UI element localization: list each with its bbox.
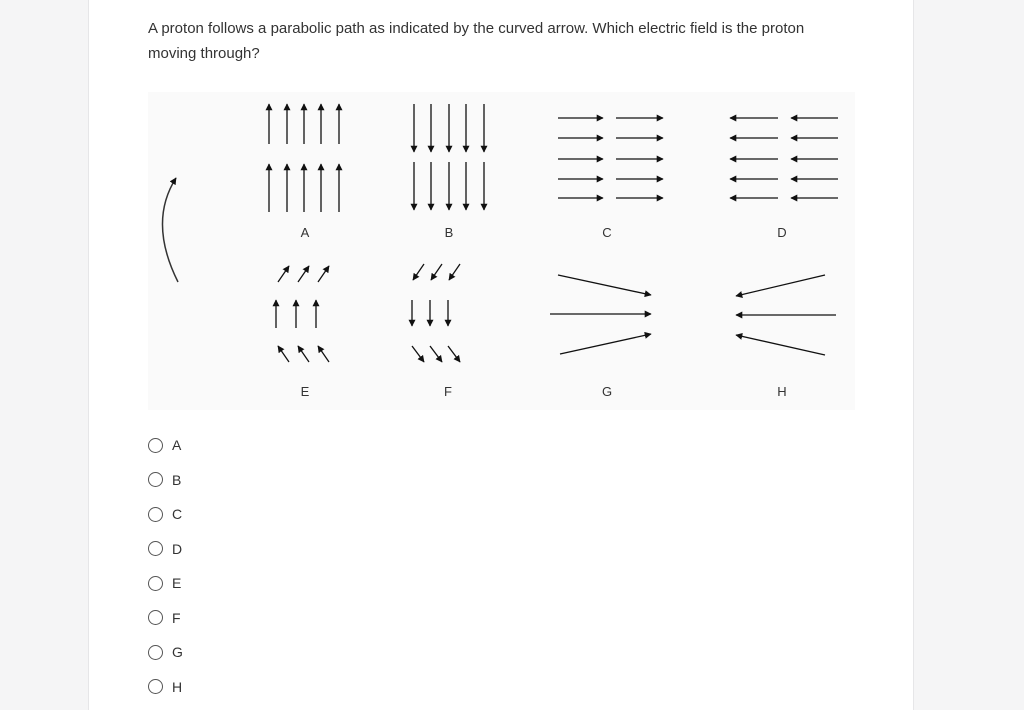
option-d[interactable] [148, 532, 183, 567]
question-card [88, 0, 914, 710]
radio-button[interactable] [148, 679, 163, 694]
option-a[interactable] [148, 428, 183, 463]
question-text: A proton follows a parabolic path as indicated by the curved arrow. Which electric field is the proton moving through? [148, 20, 805, 62]
field-label-f: F [444, 384, 452, 399]
option-e[interactable] [148, 566, 183, 601]
option-h[interactable] [148, 670, 183, 705]
field-b-diagram [414, 104, 484, 210]
radio-button[interactable] [148, 472, 163, 487]
radio-button[interactable] [148, 507, 163, 522]
option-label: E [172, 575, 182, 592]
radio-button[interactable] [148, 610, 163, 625]
option-b[interactable] [148, 463, 183, 498]
option-label: B [172, 471, 182, 488]
field-label-h: H [777, 384, 787, 399]
option-label: C [172, 506, 183, 523]
field-label-e: E [300, 384, 310, 399]
option-label: D [172, 540, 183, 557]
radio-button[interactable] [148, 645, 163, 660]
field-h-diagram [736, 275, 836, 355]
electric-field-figure [148, 92, 855, 410]
radio-button[interactable] [148, 576, 163, 591]
option-label: F [172, 609, 181, 626]
option-label: G [172, 644, 183, 661]
curved-path-arrow [162, 178, 178, 282]
option-label: A [172, 437, 182, 454]
option-label: H [172, 678, 183, 695]
option-c[interactable] [148, 497, 183, 532]
radio-button[interactable] [148, 438, 163, 453]
answer-options [148, 428, 183, 704]
field-label-b: B [444, 225, 454, 240]
field-d-diagram [730, 118, 838, 198]
field-label-g: G [601, 384, 613, 399]
field-label-c: C [602, 225, 612, 240]
field-e-diagram [276, 266, 329, 362]
radio-button[interactable] [148, 541, 163, 556]
option-f[interactable] [148, 601, 183, 636]
field-label-a: A [300, 225, 310, 240]
field-c-diagram [558, 118, 663, 198]
field-g-diagram [550, 275, 651, 354]
option-g[interactable] [148, 635, 183, 670]
field-a-diagram [269, 104, 339, 212]
field-label-d: D [777, 225, 787, 240]
field-f-diagram [412, 264, 460, 362]
